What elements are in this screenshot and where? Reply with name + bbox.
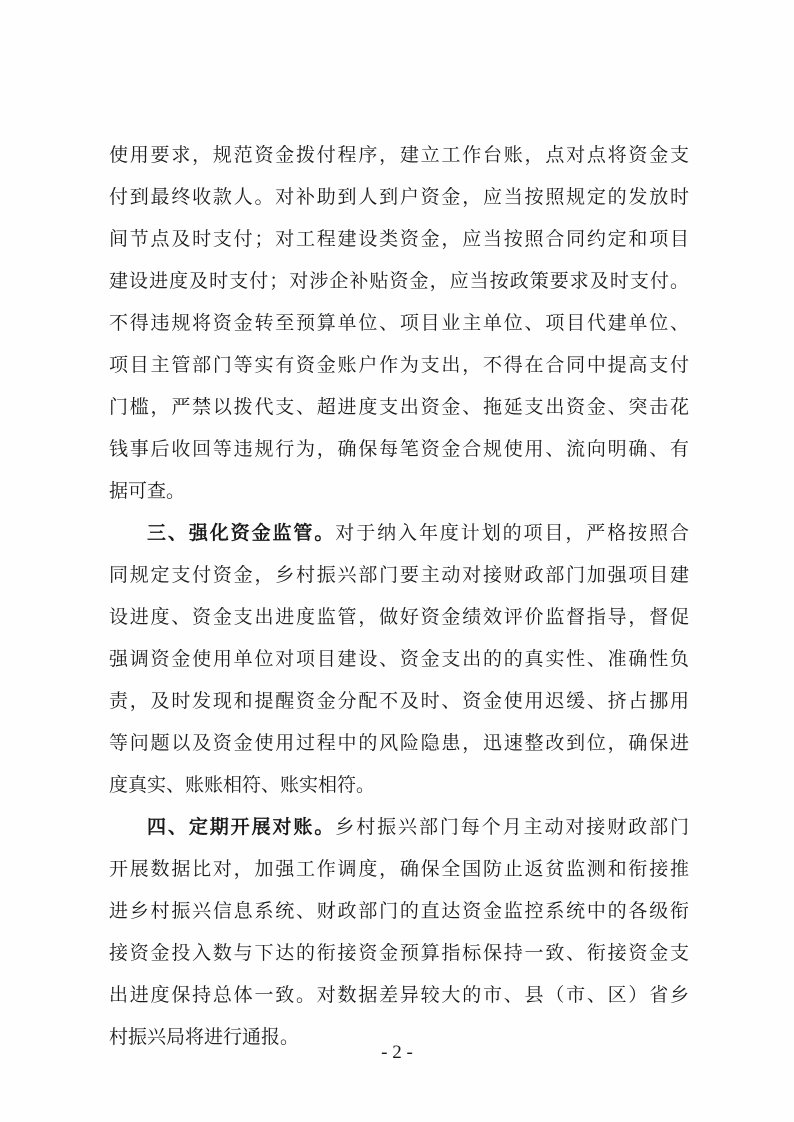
page-number: - 2 - bbox=[381, 1042, 413, 1063]
text-line: 村振兴局将进行通报。 bbox=[109, 1026, 300, 1048]
text-line: 开展数据比对，加强工作调度，确保全国防止返贫监测和衔接推 bbox=[109, 858, 689, 880]
text-line: 付到最终收款人。对补助到人到户资金，应当按照规定的发放时 bbox=[109, 186, 689, 208]
text-line: 同规定支付资金，乡村振兴部门要主动对接财政部门加强项目建 bbox=[109, 564, 689, 586]
text-line: 乡村振兴部门每个月主动对接财政部门 bbox=[335, 816, 689, 838]
text-line: 设进度、资金支出进度监管，做好资金绩效评价监督指导，督促 bbox=[109, 606, 689, 628]
section-heading: 四、定期开展对账。 bbox=[147, 816, 336, 838]
text-line: 等问题以及资金使用过程中的风险隐患，迅速整改到位，确保进 bbox=[109, 732, 689, 754]
section-heading: 三、强化资金监管。 bbox=[147, 522, 336, 544]
text-line: 进乡村振兴信息系统、财政部门的直达资金监控系统中的各级衔 bbox=[109, 900, 689, 922]
text-line: 责，及时发现和提醒资金分配不及时、资金使用迟缓、挤占挪用 bbox=[109, 690, 689, 712]
text-line: 门槛，严禁以拨代支、超进度支出资金、拖延支出资金、突击花 bbox=[109, 396, 689, 418]
text-line: 建设进度及时支付；对涉企补贴资金，应当按政策要求及时支付。 bbox=[109, 270, 689, 292]
paragraph-first-line bbox=[147, 812, 689, 842]
text-line: 间节点及时支付；对工程建设类资金，应当按照合同约定和项目 bbox=[109, 228, 689, 250]
text-line: 项目主管部门等实有资金账户作为支出，不得在合同中提高支付 bbox=[109, 354, 689, 376]
text-line: 使用要求，规范资金拨付程序，建立工作台账，点对点将资金支 bbox=[109, 144, 689, 166]
text-line: 强调资金使用单位对项目建设、资金支出的的真实性、准确性负 bbox=[109, 648, 689, 670]
text-line: 出进度保持总体一致。对数据差异较大的市、县（市、区）省乡 bbox=[109, 984, 689, 1006]
text-line: 据可查。 bbox=[109, 480, 186, 502]
text-line: 对于纳入年度计划的项目，严格按照合 bbox=[335, 522, 689, 544]
text-line: 钱事后收回等违规行为，确保每笔资金合规使用、流向明确、有 bbox=[109, 438, 689, 460]
text-line: 度真实、账账相符、账实相符。 bbox=[109, 774, 376, 796]
paragraph-first-line bbox=[147, 518, 689, 548]
text-line: 接资金投入数与下达的衔接资金预算指标保持一致、衔接资金支 bbox=[109, 942, 689, 964]
text-line: 不得违规将资金转至预算单位、项目业主单位、项目代建单位、 bbox=[109, 312, 689, 334]
